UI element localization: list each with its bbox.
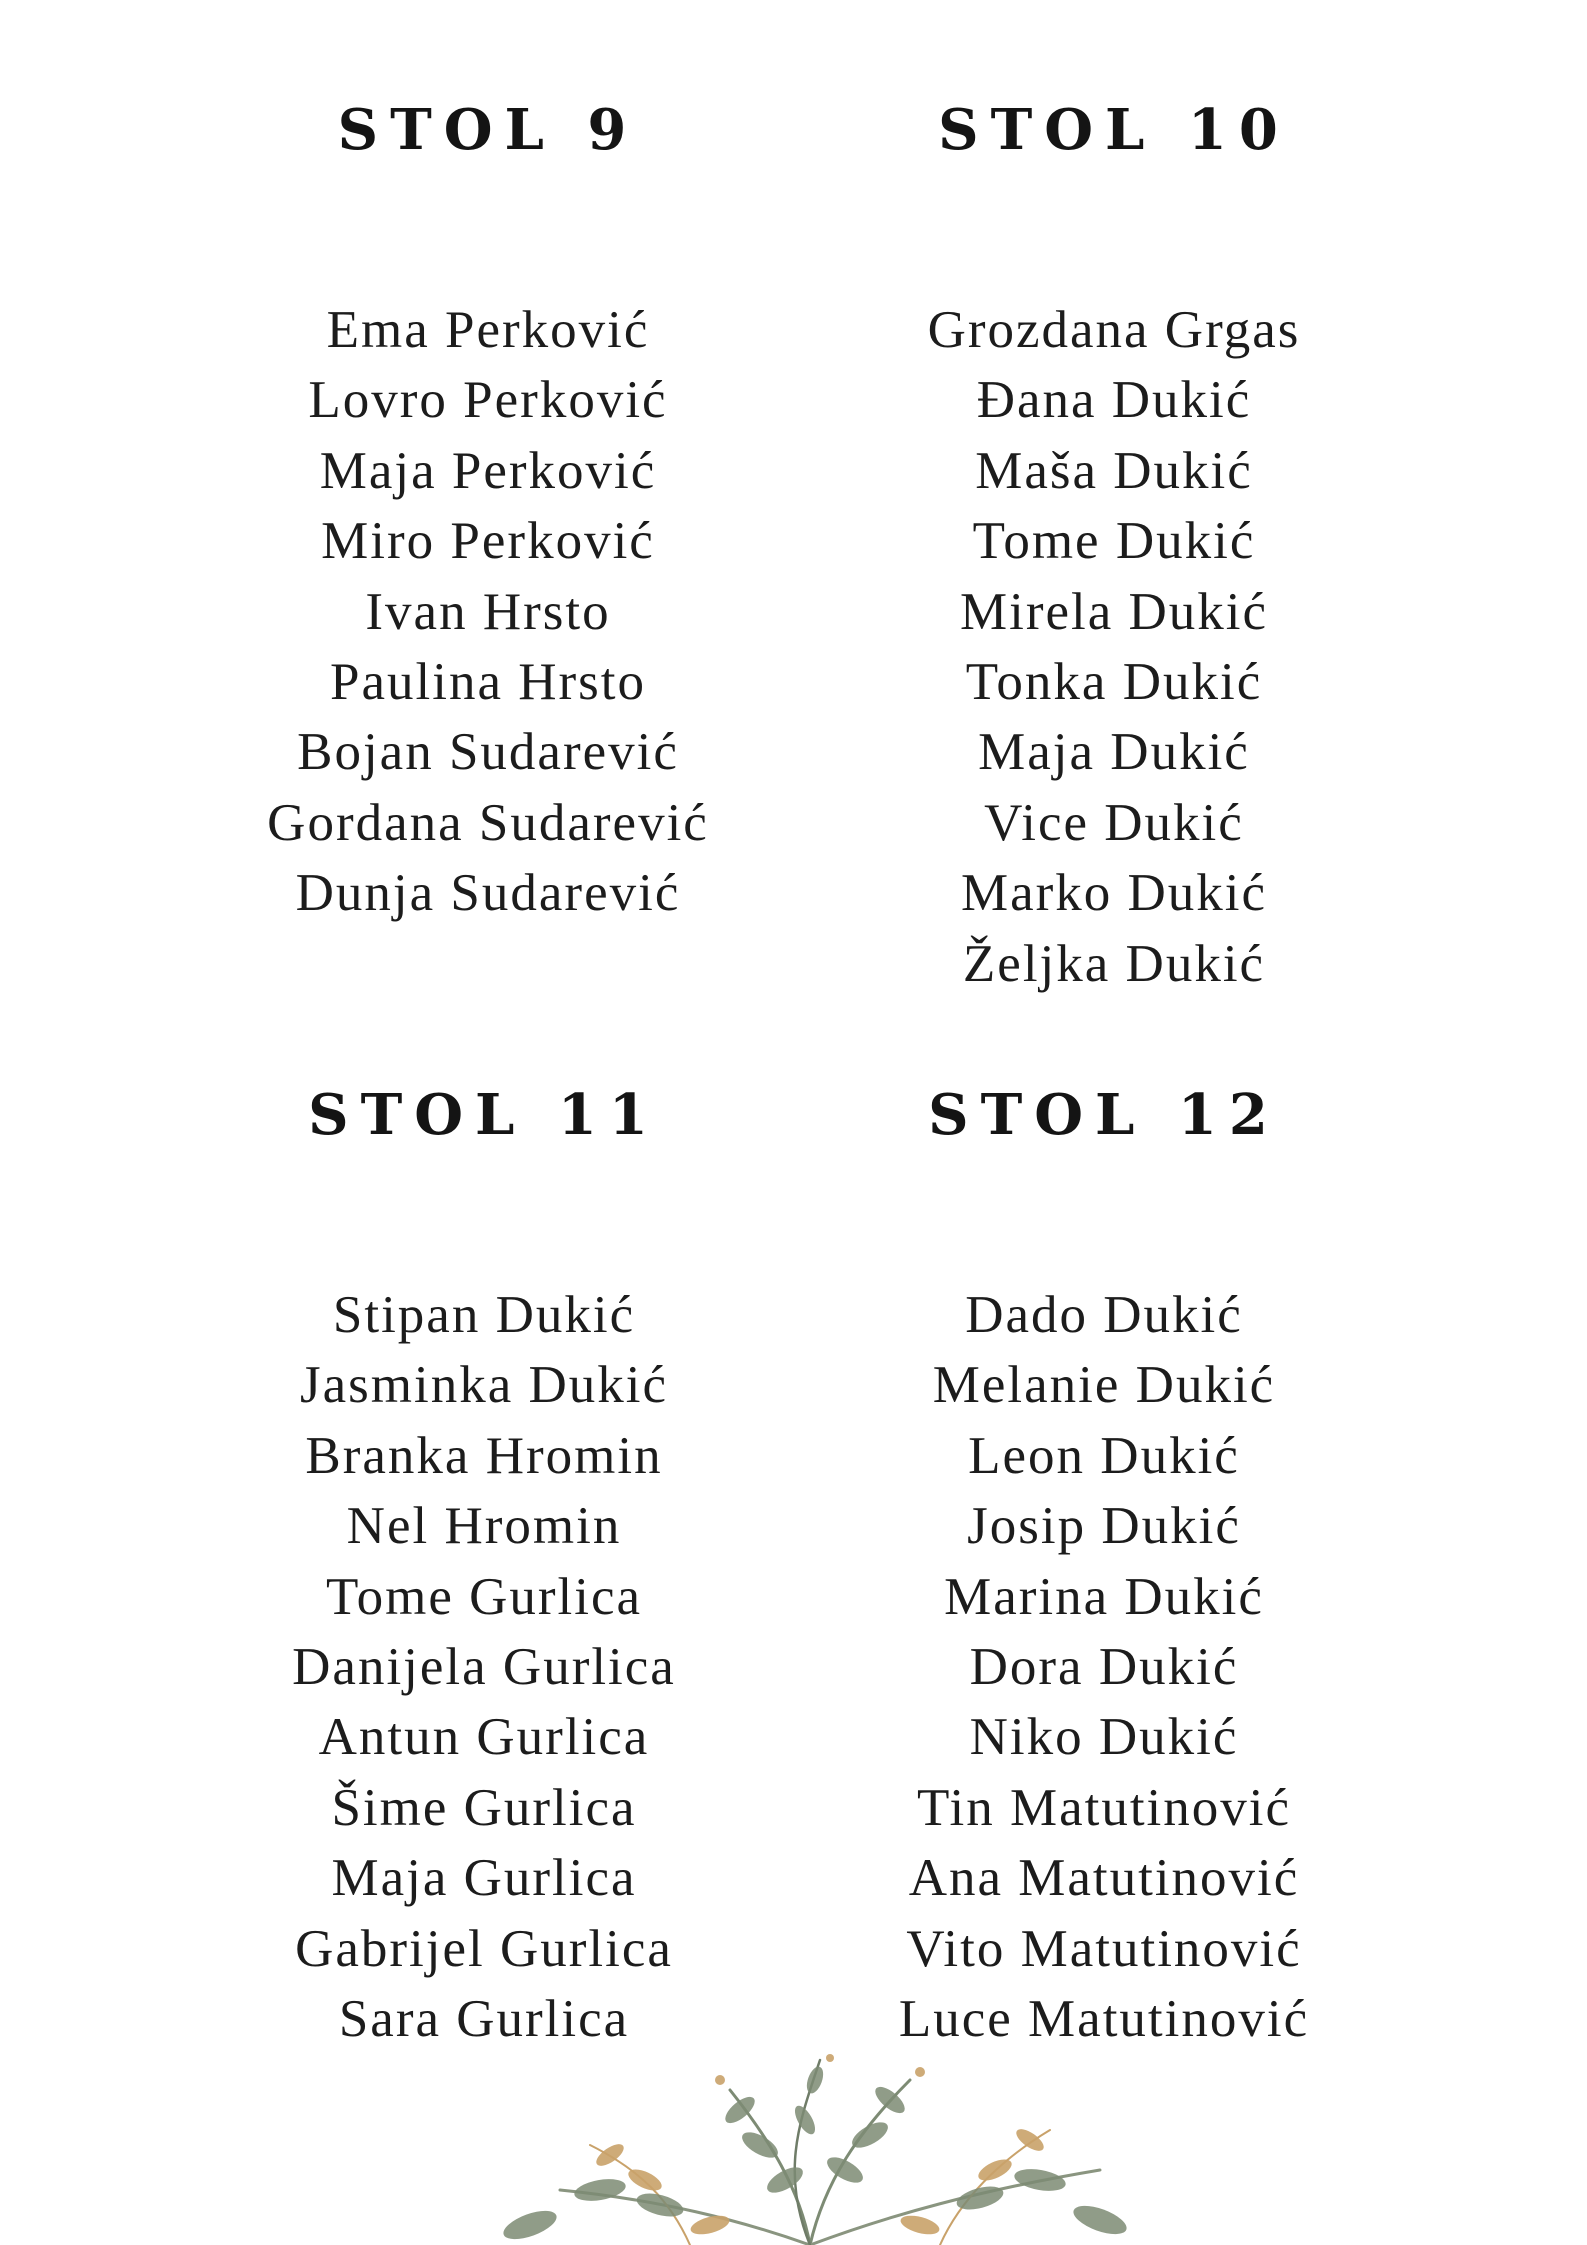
guest-name: Lovro Perković bbox=[308, 371, 668, 430]
guest-name: Danijela Gurlica bbox=[292, 1638, 676, 1697]
guest-name: Paulina Hrsto bbox=[330, 653, 646, 712]
guest-name: Ivan Hrsto bbox=[365, 582, 611, 641]
guest-name: Tonka Dukić bbox=[965, 653, 1263, 712]
guest-name: Vice Dukić bbox=[984, 793, 1244, 852]
guest-name: Maja Dukić bbox=[978, 723, 1250, 782]
guest-name: Dado Dukić bbox=[965, 1286, 1243, 1344]
guest-name: Ema Perković bbox=[326, 301, 650, 359]
guest-name: Željka Dukić bbox=[962, 934, 1266, 993]
guest-name: Maša Dukić bbox=[975, 441, 1253, 500]
guest-name: Tome Dukić bbox=[972, 512, 1256, 571]
floral-greenery-icon bbox=[440, 2050, 1180, 2245]
guest-name: Antun Gurlica bbox=[318, 1708, 650, 1767]
guest-name: Miro Perković bbox=[321, 512, 655, 571]
guest-name: Luce Matutinović bbox=[898, 1990, 1310, 2049]
guest-name: Niko Dukić bbox=[969, 1708, 1239, 1767]
table-11-block bbox=[164, 1075, 804, 2054]
guest-name: Gordana Sudarević bbox=[267, 793, 709, 852]
guest-name: Đana Dukić bbox=[976, 371, 1252, 430]
guest-name: Branka Hromin bbox=[305, 1426, 663, 1485]
table-title: STOL 11 bbox=[308, 1082, 660, 1148]
table-title: STOL 10 bbox=[938, 97, 1290, 163]
guest-name: Sara Gurlica bbox=[338, 1990, 630, 2049]
guest-name: Tin Matutinović bbox=[916, 1778, 1292, 1837]
guest-name: Jasminka Dukić bbox=[299, 1356, 669, 1415]
guest-name: Dora Dukić bbox=[969, 1638, 1239, 1697]
guest-list bbox=[164, 1280, 804, 2054]
guest-name: Josip Dukić bbox=[967, 1497, 1241, 1556]
guest-name: Bojan Sudarević bbox=[297, 723, 679, 782]
guest-name: Dunja Sudarević bbox=[295, 864, 681, 923]
guest-name: Leon Dukić bbox=[968, 1426, 1240, 1485]
guest-name: Maja Gurlica bbox=[331, 1849, 637, 1908]
guest-name: Šime Gurlica bbox=[331, 1778, 637, 1837]
guest-name: Mirela Dukić bbox=[959, 582, 1269, 641]
table-title: STOL 9 bbox=[337, 97, 639, 163]
guest-name: Gabrijel Gurlica bbox=[295, 1919, 673, 1978]
table-9-block bbox=[168, 90, 808, 929]
guest-name: Grozdana Grgas bbox=[927, 301, 1301, 359]
table-title: STOL 12 bbox=[928, 1082, 1280, 1148]
guest-list bbox=[168, 295, 808, 929]
guest-name: Ana Matutinović bbox=[908, 1849, 1300, 1908]
guest-name: Stipan Dukić bbox=[332, 1286, 636, 1344]
guest-name: Tome Gurlica bbox=[325, 1567, 643, 1626]
guest-list bbox=[784, 1280, 1424, 2054]
guest-name: Marko Dukić bbox=[960, 864, 1268, 923]
guest-name: Melanie Dukić bbox=[932, 1356, 1276, 1415]
guest-name: Vito Matutinović bbox=[906, 1919, 1302, 1978]
guest-name: Marina Dukić bbox=[944, 1567, 1264, 1626]
guest-name: Nel Hromin bbox=[346, 1497, 622, 1556]
table-12-block bbox=[784, 1075, 1424, 2054]
table-10-block bbox=[794, 90, 1434, 999]
guest-name: Maja Perković bbox=[319, 441, 657, 500]
guest-list bbox=[794, 295, 1434, 999]
